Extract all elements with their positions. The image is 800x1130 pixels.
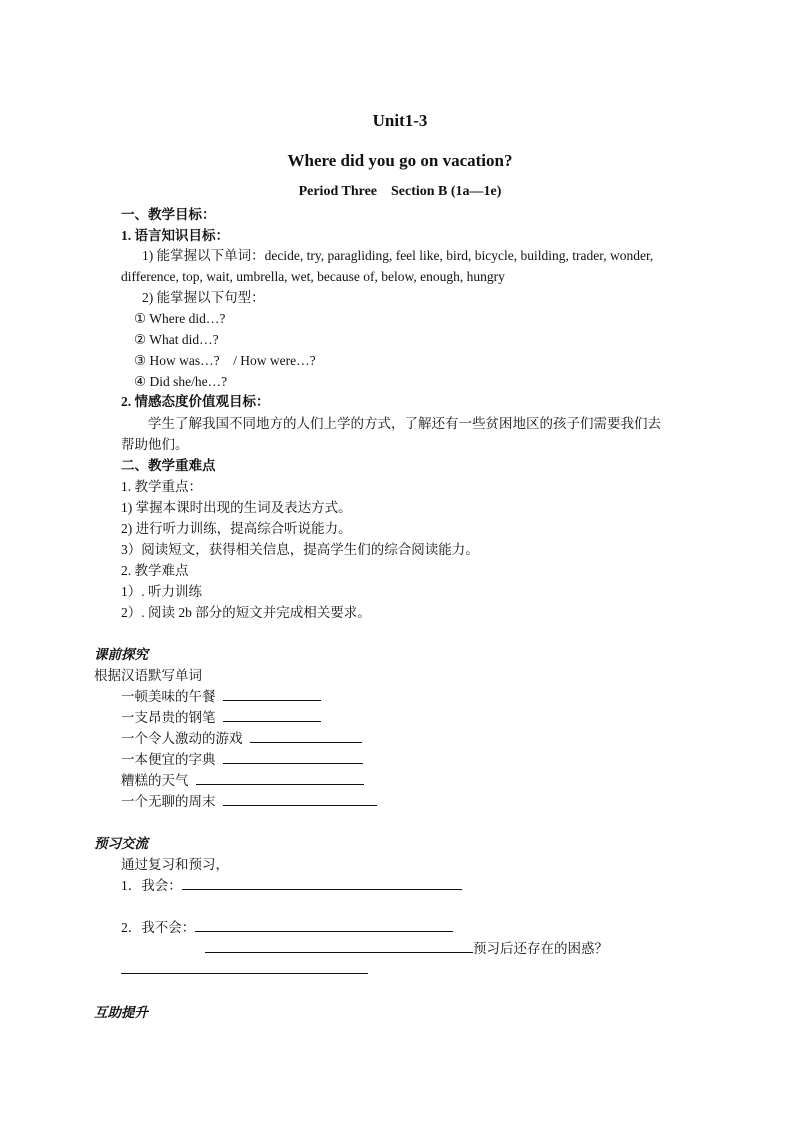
vocab-item — [121, 751, 363, 769]
pre-class-instruction: 根据汉语默写单词 — [94, 668, 202, 683]
sentence-pattern: ① Where did…? — [134, 311, 226, 326]
sentences-intro: 2) 能掌握以下句型： — [142, 290, 265, 305]
vocab-item — [121, 730, 362, 748]
vocab-prompt: 糟糕的天气 — [121, 773, 189, 788]
vocab-prompt: 一本便宜的字典 — [121, 752, 216, 767]
sentence-pattern: ③ How was…? / How were…? — [134, 353, 316, 368]
difficult-heading: 2. 教学难点 — [121, 563, 189, 578]
sentence-pattern: ② What did…? — [134, 332, 219, 347]
vocab-prompt: 一个令人激动的游戏 — [121, 731, 243, 746]
preview-intro: 通过复习和预习， — [121, 857, 229, 872]
mutual-help-heading: 互助提升 — [94, 1005, 148, 1020]
can-do-line — [121, 877, 462, 895]
vocab-prompt: 一支昂贵的钢笔 — [121, 710, 216, 725]
key-points-heading: 二、教学重难点 — [121, 458, 216, 473]
difficult-item: 2）. 阅读 2b 部分的短文并完成相关要求。 — [121, 605, 371, 620]
unit-title: Unit1-3 — [372, 111, 428, 130]
vocab-item — [121, 709, 321, 727]
difficult-item: 1）. 听力训练 — [121, 584, 202, 599]
focus-item: 1) 掌握本课时出现的生词及表达方式。 — [121, 500, 352, 515]
answer-blank[interactable] — [250, 730, 362, 743]
words-intro: 1) 能掌握以下单词：decide, try, paragliding, feel like, bird, bicycle, building, trader, wonder, — [142, 248, 654, 263]
focus-item: 2) 进行听力训练，提高综合听说能力。 — [121, 521, 352, 536]
vocab-prompt: 一个无聊的周末 — [121, 794, 216, 809]
doubt-blank[interactable] — [205, 940, 473, 953]
vocab-prompt: 一顿美味的午餐 — [121, 689, 216, 704]
emotion-text-line2: 帮助他们。 — [121, 437, 189, 452]
vocab-item — [121, 793, 377, 811]
vocab-item — [121, 688, 321, 706]
answer-blank[interactable] — [223, 709, 321, 722]
pre-class-heading: 课前探究 — [94, 647, 148, 662]
lesson-title: Where did you go on vacation? — [287, 151, 513, 170]
cannot-do-line — [121, 919, 453, 937]
focus-item: 3）阅读短文，获得相关信息，提高学生们的综合阅读能力。 — [121, 542, 479, 557]
answer-blank[interactable] — [223, 688, 321, 701]
doubt-continuation-line[interactable] — [121, 973, 368, 974]
knowledge-heading: 1. 语言知识目标： — [121, 228, 229, 243]
cannot-do-blank[interactable] — [195, 919, 453, 932]
objectives-heading: 一、教学目标： — [121, 207, 216, 222]
can-do-label: 1．我会： — [121, 878, 182, 893]
vocab-item — [121, 772, 364, 790]
answer-blank[interactable] — [196, 772, 364, 785]
emotion-text-line1: 学生了解我国不同地方的人们上学的方式，了解还有一些贫困地区的孩子们需要我们去 — [148, 416, 661, 431]
cannot-do-label: 2．我不会： — [121, 920, 196, 935]
focus-heading: 1. 教学重点： — [121, 479, 202, 494]
sentence-pattern: ④ Did she/he…? — [134, 374, 228, 389]
doubt-label: 预习后还存在的困惑？ — [473, 941, 608, 956]
can-do-blank[interactable] — [182, 877, 462, 890]
preview-heading: 预习交流 — [94, 836, 148, 851]
words-continued: difference, top, wait, umbrella, wet, because of, below, enough, hungry — [121, 269, 505, 284]
answer-blank[interactable] — [223, 751, 363, 764]
emotion-heading: 2. 情感态度价值观目标： — [121, 394, 270, 409]
answer-blank[interactable] — [223, 793, 377, 806]
doubt-line — [205, 940, 608, 958]
period-subtitle: Period Three Section B (1a—1e) — [298, 184, 502, 199]
